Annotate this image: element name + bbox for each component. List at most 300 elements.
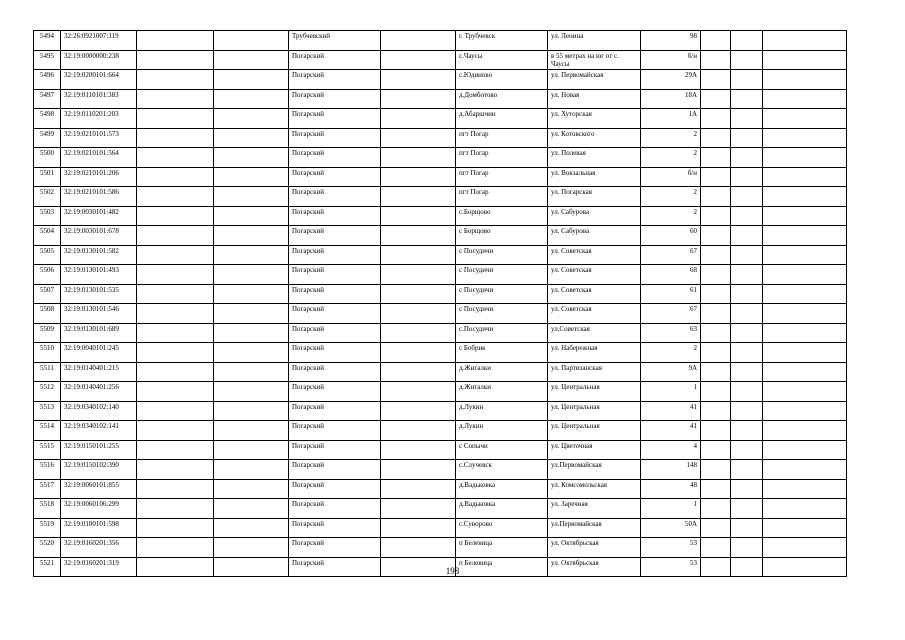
district-cell: Погарский	[289, 128, 381, 148]
table-row	[34, 245, 847, 265]
locality-cell: г. Трубчевск	[456, 31, 548, 51]
record-number-cell: 5500	[34, 148, 61, 168]
empty-cell	[701, 245, 731, 265]
record-number-cell: 5494	[34, 31, 61, 51]
table-row	[34, 421, 847, 441]
locality-cell: п Белевица	[456, 538, 548, 558]
empty-cell	[381, 479, 456, 499]
district-cell: Погарский	[289, 109, 381, 129]
locality-cell: д.Вадьковка	[456, 499, 548, 519]
empty-cell	[763, 538, 847, 558]
street-cell: ул. Сабурова	[548, 226, 641, 246]
record-number-cell: 5495	[34, 50, 61, 70]
locality-cell: с.Посудичи	[456, 323, 548, 343]
street-cell: ул. Партизанская	[548, 362, 641, 382]
empty-cell	[137, 323, 214, 343]
cadastral-number-cell: 32:19:0340102:141	[61, 421, 137, 441]
empty-cell	[763, 187, 847, 207]
district-cell: Погарский	[289, 70, 381, 90]
record-number-cell: 5499	[34, 128, 61, 148]
empty-cell	[137, 401, 214, 421]
house-number-cell: 60	[641, 226, 701, 246]
empty-cell	[763, 148, 847, 168]
locality-cell: д.Домботово	[456, 89, 548, 109]
register-table-body	[34, 31, 847, 577]
table-row	[34, 167, 847, 187]
cadastral-number-cell: 32:19:0100101:598	[61, 518, 137, 538]
empty-cell	[137, 284, 214, 304]
table-row	[34, 460, 847, 480]
empty-cell	[701, 304, 731, 324]
cadastral-number-cell: 32:19:0060101:855	[61, 479, 137, 499]
district-cell: Погарский	[289, 440, 381, 460]
record-number-cell: 5505	[34, 245, 61, 265]
locality-cell: с.Юдиново	[456, 70, 548, 90]
empty-cell	[701, 421, 731, 441]
empty-cell	[214, 323, 289, 343]
empty-cell	[137, 440, 214, 460]
locality-cell: с Сопычи	[456, 440, 548, 460]
street-cell: ул. Цветочная	[548, 440, 641, 460]
empty-cell	[214, 206, 289, 226]
empty-cell	[137, 499, 214, 519]
locality-cell: пгт Погар	[456, 187, 548, 207]
house-number-cell: 61	[641, 284, 701, 304]
street-cell: ул. Первомайская	[548, 70, 641, 90]
empty-cell	[731, 343, 763, 363]
empty-cell	[731, 479, 763, 499]
district-cell: Трубчевский	[289, 31, 381, 51]
record-number-cell: 5508	[34, 304, 61, 324]
empty-cell	[381, 362, 456, 382]
table-row	[34, 499, 847, 519]
empty-cell	[214, 226, 289, 246]
empty-cell	[137, 148, 214, 168]
empty-cell	[137, 362, 214, 382]
empty-cell	[137, 382, 214, 402]
empty-cell	[214, 343, 289, 363]
record-number-cell: 5517	[34, 479, 61, 499]
empty-cell	[701, 226, 731, 246]
house-number-cell: 67	[641, 245, 701, 265]
empty-cell	[731, 206, 763, 226]
empty-cell	[763, 401, 847, 421]
house-number-cell: 48	[641, 479, 701, 499]
empty-cell	[381, 109, 456, 129]
record-number-cell: 5496	[34, 70, 61, 90]
record-number-cell: 5498	[34, 109, 61, 129]
house-number-cell: 29А	[641, 70, 701, 90]
house-number-cell: 68	[641, 265, 701, 285]
empty-cell	[137, 479, 214, 499]
table-row	[34, 226, 847, 246]
district-cell: Погарский	[289, 460, 381, 480]
street-cell: ул. Комсомольская	[548, 479, 641, 499]
locality-cell: д.Жигалки	[456, 382, 548, 402]
empty-cell	[381, 518, 456, 538]
house-number-cell: 41	[641, 401, 701, 421]
empty-cell	[731, 128, 763, 148]
empty-cell	[381, 148, 456, 168]
empty-cell	[701, 50, 731, 70]
empty-cell	[137, 167, 214, 187]
table-row	[34, 479, 847, 499]
empty-cell	[701, 323, 731, 343]
locality-cell: д.Абаршчин	[456, 109, 548, 129]
empty-cell	[214, 382, 289, 402]
cadastral-number-cell: 32:19:0210101:206	[61, 167, 137, 187]
table-row	[34, 323, 847, 343]
empty-cell	[214, 148, 289, 168]
empty-cell	[137, 421, 214, 441]
empty-cell	[731, 109, 763, 129]
street-cell: ул. Новая	[548, 89, 641, 109]
district-cell: Погарский	[289, 479, 381, 499]
district-cell: Погарский	[289, 245, 381, 265]
register-sheet	[33, 30, 847, 577]
house-number-cell: 2	[641, 128, 701, 148]
empty-cell	[214, 518, 289, 538]
street-cell: ул. Заречная	[548, 499, 641, 519]
street-cell: ул.Первомайская	[548, 518, 641, 538]
empty-cell	[763, 343, 847, 363]
locality-cell: д.Вадьковка	[456, 479, 548, 499]
empty-cell	[381, 343, 456, 363]
empty-cell	[381, 245, 456, 265]
empty-cell	[214, 440, 289, 460]
cadastral-number-cell: 32:19:0160201:356	[61, 538, 137, 558]
empty-cell	[381, 70, 456, 90]
district-cell: Погарский	[289, 206, 381, 226]
empty-cell	[763, 362, 847, 382]
locality-cell: с Борщово	[456, 226, 548, 246]
empty-cell	[763, 206, 847, 226]
empty-cell	[731, 31, 763, 51]
empty-cell	[381, 89, 456, 109]
empty-cell	[214, 245, 289, 265]
record-number-cell: 5519	[34, 518, 61, 538]
locality-cell: пгт Погар	[456, 148, 548, 168]
empty-cell	[701, 499, 731, 519]
empty-cell	[731, 89, 763, 109]
empty-cell	[701, 265, 731, 285]
empty-cell	[214, 421, 289, 441]
locality-cell: с Бобрик	[456, 343, 548, 363]
record-number-cell: 5503	[34, 206, 61, 226]
table-row	[34, 362, 847, 382]
locality-cell: с Посудичи	[456, 245, 548, 265]
empty-cell	[731, 421, 763, 441]
record-number-cell: 5518	[34, 499, 61, 519]
cadastral-number-cell: 32:19:0040101:245	[61, 343, 137, 363]
empty-cell	[214, 479, 289, 499]
street-cell: ул. Советская	[548, 265, 641, 285]
empty-cell	[214, 31, 289, 51]
district-cell: Погарский	[289, 265, 381, 285]
empty-cell	[731, 304, 763, 324]
district-cell: Погарский	[289, 89, 381, 109]
house-number-cell: 63	[641, 323, 701, 343]
empty-cell	[763, 226, 847, 246]
record-number-cell: 5516	[34, 460, 61, 480]
empty-cell	[214, 50, 289, 70]
table-row	[34, 50, 847, 70]
street-cell: ул. Погарская	[548, 187, 641, 207]
empty-cell	[701, 343, 731, 363]
street-cell: ул. Хуторская	[548, 109, 641, 129]
district-cell: Погарский	[289, 323, 381, 343]
empty-cell	[701, 382, 731, 402]
house-number-cell: 67	[641, 304, 701, 324]
table-row	[34, 148, 847, 168]
table-row	[34, 518, 847, 538]
cadastral-number-cell: 32:19:0000000:238	[61, 50, 137, 70]
empty-cell	[763, 109, 847, 129]
table-row	[34, 128, 847, 148]
locality-cell: д.Жигалки	[456, 362, 548, 382]
empty-cell	[381, 382, 456, 402]
street-cell: ул. Советская	[548, 284, 641, 304]
district-cell: Погарский	[289, 148, 381, 168]
record-number-cell: 5506	[34, 265, 61, 285]
table-row	[34, 304, 847, 324]
locality-cell: с.Случевск	[456, 460, 548, 480]
district-cell: Погарский	[289, 401, 381, 421]
record-number-cell: 5514	[34, 421, 61, 441]
cadastral-number-cell: 32:19:0200101:664	[61, 70, 137, 90]
empty-cell	[137, 50, 214, 70]
locality-cell: с Посудичи	[456, 284, 548, 304]
empty-cell	[137, 460, 214, 480]
empty-cell	[381, 323, 456, 343]
table-row	[34, 70, 847, 90]
empty-cell	[137, 518, 214, 538]
house-number-cell: 2	[641, 187, 701, 207]
empty-cell	[214, 89, 289, 109]
empty-cell	[701, 187, 731, 207]
record-number-cell: 5520	[34, 538, 61, 558]
table-row	[34, 206, 847, 226]
empty-cell	[731, 538, 763, 558]
empty-cell	[701, 362, 731, 382]
empty-cell	[381, 538, 456, 558]
cadastral-number-cell: 32:19:0110201:203	[61, 109, 137, 129]
street-cell: ул. Вокзальная	[548, 167, 641, 187]
empty-cell	[137, 226, 214, 246]
house-number-cell: б/н	[641, 167, 701, 187]
empty-cell	[701, 128, 731, 148]
empty-cell	[731, 226, 763, 246]
empty-cell	[763, 479, 847, 499]
cadastral-number-cell: 32:19:0130101:493	[61, 265, 137, 285]
empty-cell	[214, 460, 289, 480]
empty-cell	[763, 382, 847, 402]
house-number-cell: 9А	[641, 362, 701, 382]
empty-cell	[214, 167, 289, 187]
empty-cell	[701, 31, 731, 51]
empty-cell	[137, 187, 214, 207]
cadastral-number-cell: 32:26:0921007:119	[61, 31, 137, 51]
empty-cell	[381, 499, 456, 519]
empty-cell	[381, 206, 456, 226]
empty-cell	[763, 440, 847, 460]
cadastral-number-cell: 32:19:0060106:299	[61, 499, 137, 519]
empty-cell	[763, 304, 847, 324]
street-cell: ул. Центральная	[548, 421, 641, 441]
district-cell: Погарский	[289, 362, 381, 382]
locality-cell: с.Суворово	[456, 518, 548, 538]
street-cell: ул.Советская	[548, 323, 641, 343]
locality-cell: с.Чаусы	[456, 50, 548, 70]
table-row	[34, 89, 847, 109]
empty-cell	[701, 167, 731, 187]
cadastral-number-cell: 32:19:0130101:535	[61, 284, 137, 304]
street-cell: в 55 метрах на юг от с. Чаусы	[548, 50, 641, 70]
cadastral-number-cell: 32:19:0150102:390	[61, 460, 137, 480]
street-cell: ул. Советская	[548, 245, 641, 265]
table-row	[34, 382, 847, 402]
empty-cell	[763, 284, 847, 304]
empty-cell	[731, 382, 763, 402]
street-cell: ул. Центральная	[548, 382, 641, 402]
district-cell: Погарский	[289, 421, 381, 441]
table-row	[34, 538, 847, 558]
empty-cell	[731, 440, 763, 460]
empty-cell	[381, 265, 456, 285]
empty-cell	[701, 479, 731, 499]
empty-cell	[763, 323, 847, 343]
empty-cell	[731, 50, 763, 70]
empty-cell	[763, 421, 847, 441]
record-number-cell: 5515	[34, 440, 61, 460]
district-cell: Погарский	[289, 557, 381, 577]
house-number-cell: 1	[641, 382, 701, 402]
house-number-cell: 1А	[641, 109, 701, 129]
house-number-cell: 41	[641, 421, 701, 441]
locality-cell: с Посудичи	[456, 265, 548, 285]
house-number-cell: б/н	[641, 50, 701, 70]
house-number-cell: 148	[641, 460, 701, 480]
cadastral-number-cell: 32:19:0130101:582	[61, 245, 137, 265]
empty-cell	[731, 499, 763, 519]
empty-cell	[381, 421, 456, 441]
cadastral-number-cell: 32:19:0150101:255	[61, 440, 137, 460]
street-cell: ул. Центральная	[548, 401, 641, 421]
street-cell: ул. Советская	[548, 304, 641, 324]
empty-cell	[731, 401, 763, 421]
house-number-cell: 2	[641, 206, 701, 226]
empty-cell	[137, 109, 214, 129]
cadastral-number-cell: 32:19:0160201:319	[61, 557, 137, 577]
empty-cell	[763, 50, 847, 70]
house-number-cell: 50А	[641, 518, 701, 538]
empty-cell	[731, 284, 763, 304]
empty-cell	[731, 265, 763, 285]
cadastral-number-cell: 32:19:0030101:678	[61, 226, 137, 246]
page-number: 198	[445, 566, 460, 576]
district-cell: Погарский	[289, 187, 381, 207]
cadastral-number-cell: 32:19:0340102:140	[61, 401, 137, 421]
empty-cell	[731, 460, 763, 480]
empty-cell	[137, 206, 214, 226]
record-number-cell: 5511	[34, 362, 61, 382]
empty-cell	[731, 148, 763, 168]
locality-cell: д.Лукин	[456, 401, 548, 421]
empty-cell	[731, 167, 763, 187]
empty-cell	[701, 148, 731, 168]
empty-cell	[763, 89, 847, 109]
empty-cell	[381, 50, 456, 70]
record-number-cell: 5513	[34, 401, 61, 421]
record-number-cell: 5502	[34, 187, 61, 207]
record-number-cell: 5510	[34, 343, 61, 363]
district-cell: Погарский	[289, 382, 381, 402]
district-cell: Погарский	[289, 284, 381, 304]
table-row	[34, 31, 847, 51]
empty-cell	[381, 226, 456, 246]
table-row	[34, 343, 847, 363]
district-cell: Погарский	[289, 499, 381, 519]
street-cell: ул.Первомайская	[548, 460, 641, 480]
house-number-cell: 2	[641, 343, 701, 363]
empty-cell	[763, 499, 847, 519]
empty-cell	[763, 128, 847, 148]
empty-cell	[137, 245, 214, 265]
locality-cell: пгт Погар	[456, 167, 548, 187]
locality-cell: с Посудичи	[456, 304, 548, 324]
cadastral-number-cell: 32:19:0210101:573	[61, 128, 137, 148]
cadastral-number-cell: 32:19:0130101:546	[61, 304, 137, 324]
empty-cell	[381, 440, 456, 460]
empty-cell	[731, 187, 763, 207]
empty-cell	[214, 499, 289, 519]
empty-cell	[701, 109, 731, 129]
empty-cell	[381, 31, 456, 51]
table-row	[34, 265, 847, 285]
property-register-table	[33, 30, 847, 577]
locality-cell: д.Лукин	[456, 421, 548, 441]
empty-cell	[381, 128, 456, 148]
empty-cell	[214, 70, 289, 90]
empty-cell	[137, 265, 214, 285]
cadastral-number-cell: 32:19:0210101:564	[61, 148, 137, 168]
record-number-cell: 5521	[34, 557, 61, 577]
empty-cell	[701, 89, 731, 109]
empty-cell	[137, 70, 214, 90]
empty-cell	[731, 245, 763, 265]
locality-cell: пгт Погар	[456, 128, 548, 148]
house-number-cell: 2	[641, 148, 701, 168]
empty-cell	[731, 323, 763, 343]
street-cell: ул. Сабурова	[548, 206, 641, 226]
empty-cell	[701, 538, 731, 558]
empty-cell	[137, 89, 214, 109]
house-number-cell: 53	[641, 538, 701, 558]
empty-cell	[763, 265, 847, 285]
street-cell: ул. Октябрьская	[548, 538, 641, 558]
empty-cell	[381, 304, 456, 324]
empty-cell	[214, 109, 289, 129]
record-number-cell: 5504	[34, 226, 61, 246]
cadastral-number-cell: 32:19:0210101:586	[61, 187, 137, 207]
empty-cell	[701, 401, 731, 421]
empty-cell	[701, 70, 731, 90]
empty-cell	[381, 284, 456, 304]
empty-cell	[731, 518, 763, 538]
district-cell: Погарский	[289, 167, 381, 187]
empty-cell	[137, 128, 214, 148]
empty-cell	[137, 538, 214, 558]
